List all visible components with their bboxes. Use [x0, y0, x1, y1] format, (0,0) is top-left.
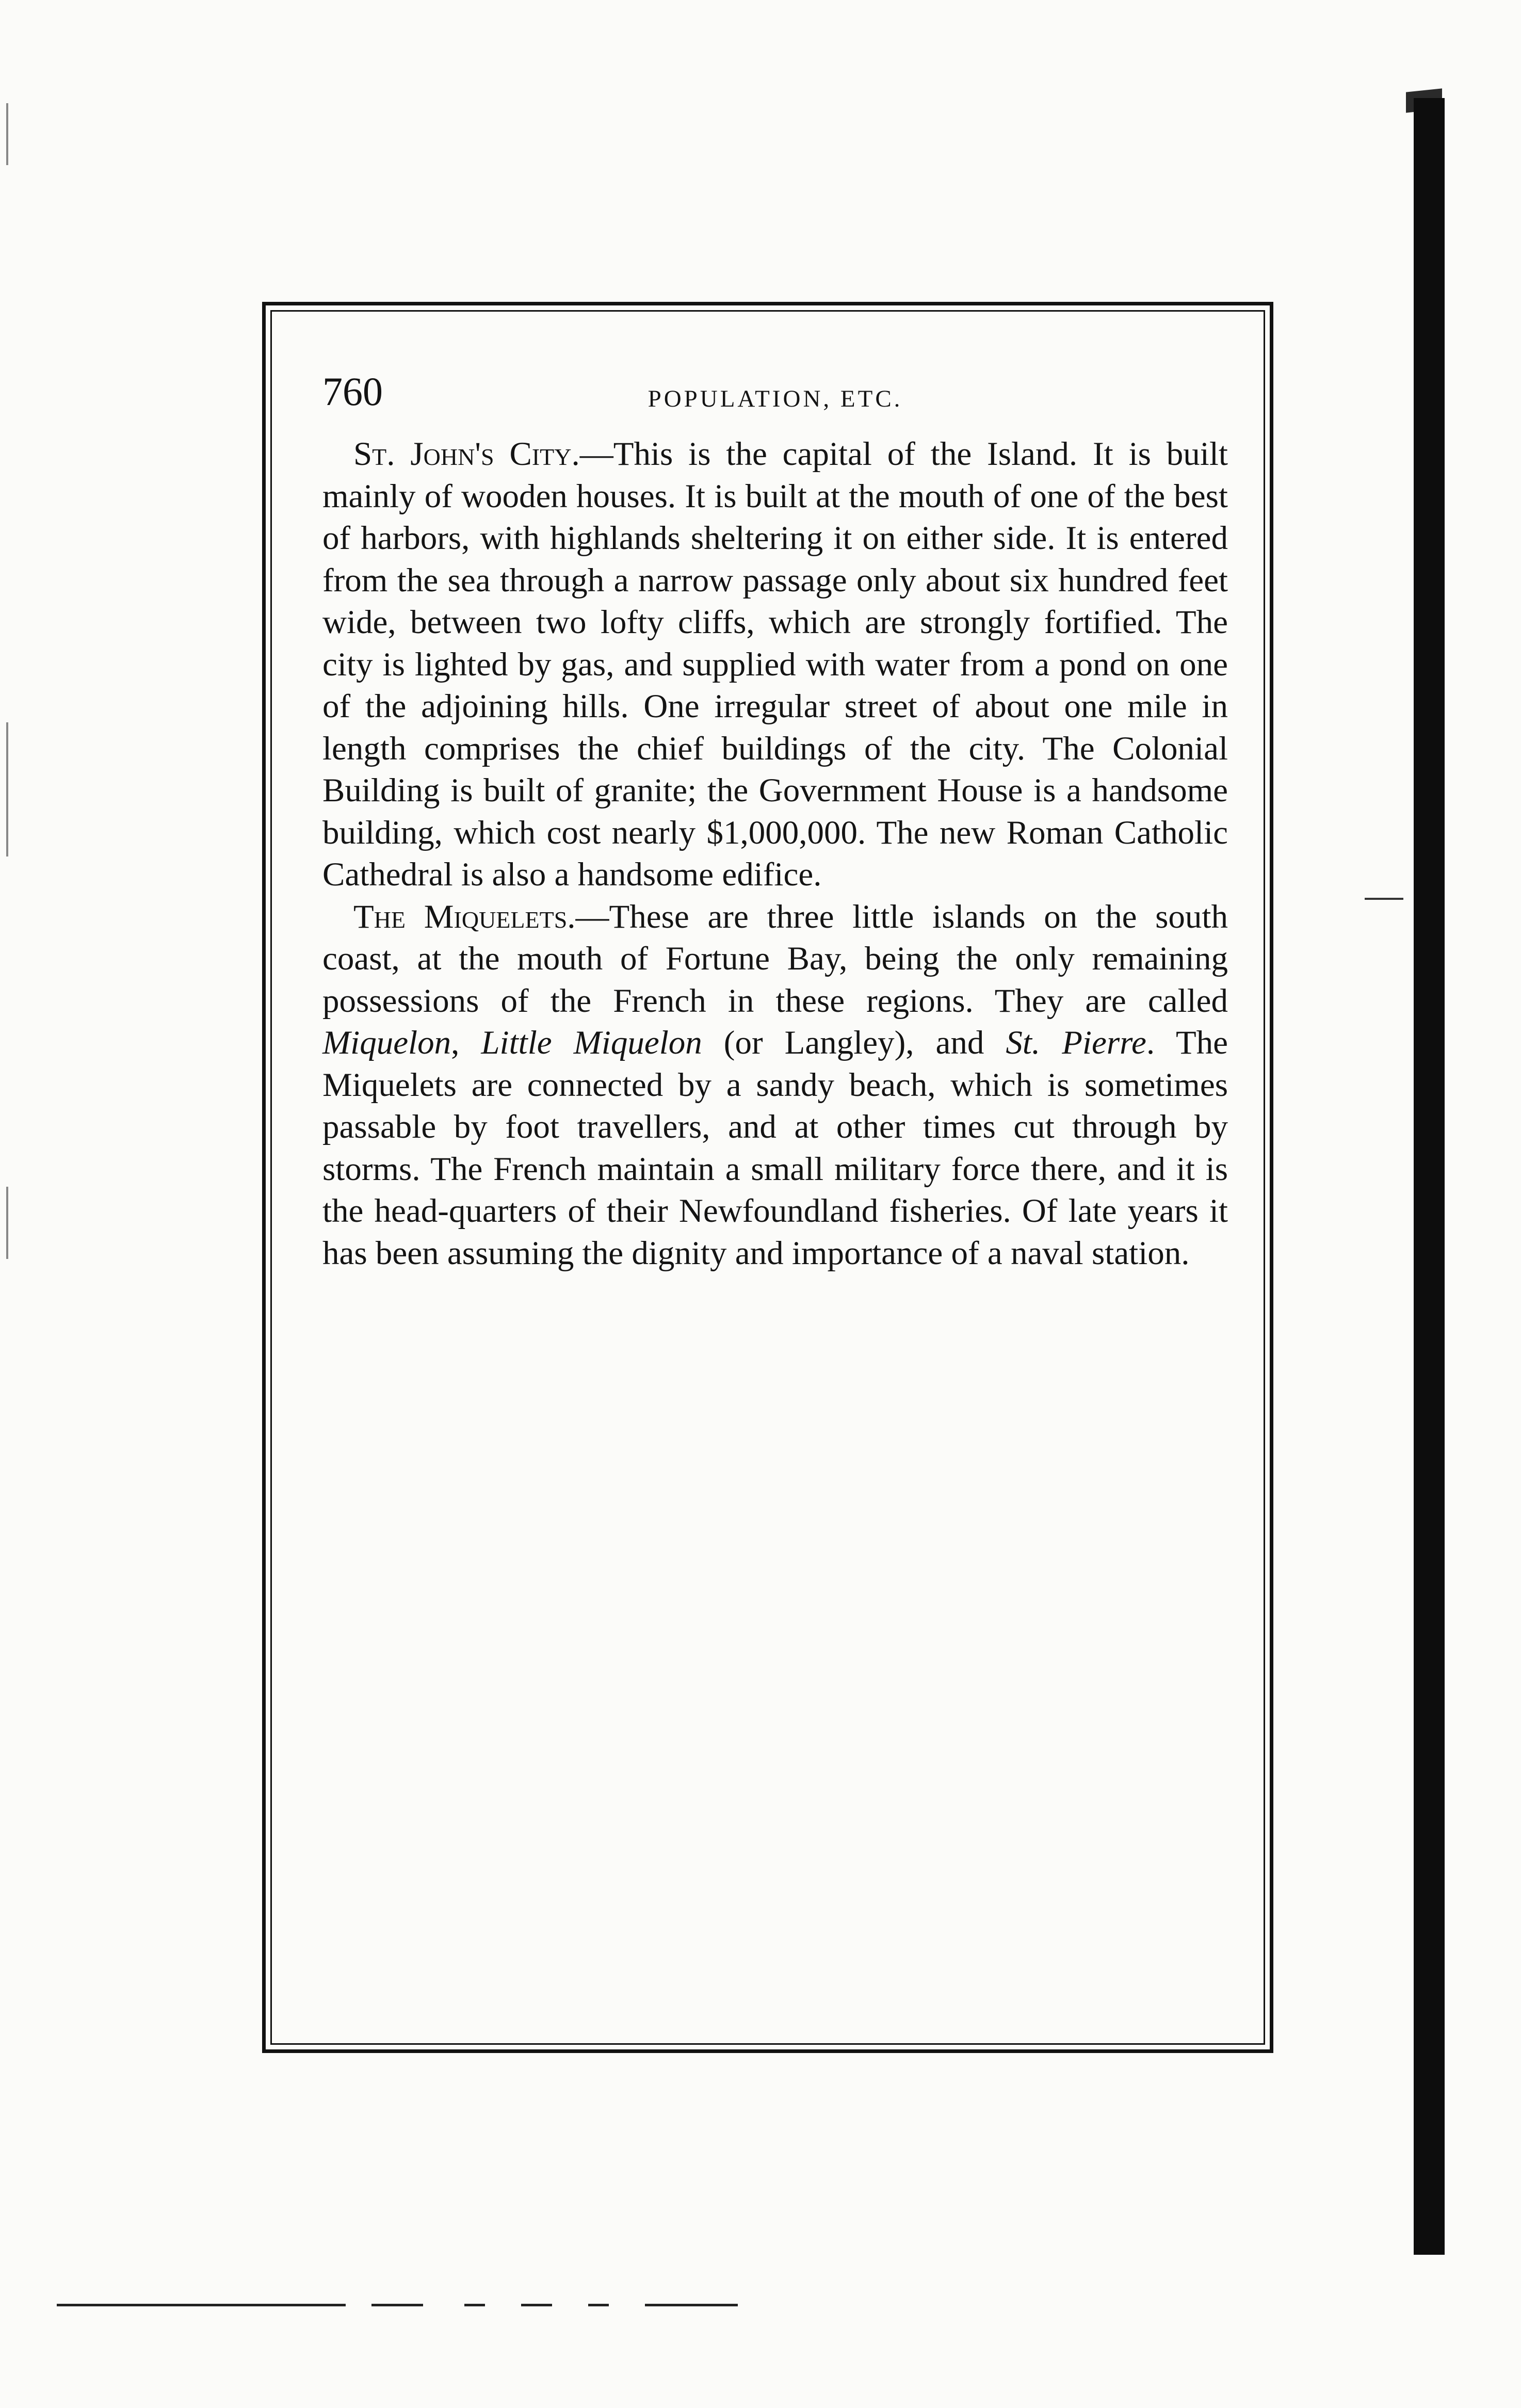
paragraph-text: —This is the capital of the Island. It is built mainly of wooden houses. It is built at the mouth of one of the best of harbors, with highlands sheltering it on either side. It is entered from the sea through a narrow passage only about six hundred feet wide, between two lofty cliffs, which are strongly fortified. The city is lighted by gas, and supplied with water from a pond on one of the adjoining hills. One irregular street of about one mile in length comprises the chief buildings of the city. The Colonial Building is built of granite; the Government House is a handsome building, which cost nearly $1,000,000. The new Roman Catholic Cathedral is also a handsome edifice. — [322, 435, 1228, 893]
scan-mark — [6, 1187, 8, 1259]
scan-mark — [1365, 898, 1403, 900]
page-number: 760 — [322, 369, 383, 414]
scan-rule — [588, 2304, 609, 2306]
italic-place-name: Little Miquelon — [481, 1024, 702, 1061]
scan-rule — [464, 2304, 485, 2306]
italic-place-name: Miquelon — [322, 1024, 451, 1061]
paragraph-text: —These are three little islands on the south coast, at the mouth of Fortune Bay, being the only remaining possessions of the French in these regions. They are called — [322, 898, 1228, 1020]
scan-rule — [57, 2304, 346, 2306]
paragraph-text: (or Langley), and — [702, 1024, 1006, 1061]
page-header — [322, 361, 1228, 433]
paragraph-text: , — [451, 1024, 481, 1061]
paragraph-text: . The Miquelets are connected by a sandy beach, which is sometimes passable by foot travellers, and at other times cut through by storms. The French maintain a small military force there, and it is the head-quarters of their Newfoundland fisheries. Of late years it has been assuming the dignity and importance of a naval station. — [322, 1024, 1228, 1272]
italic-place-name: St. Pierre — [1006, 1024, 1146, 1061]
scan-mark — [6, 103, 8, 165]
paragraph-heading: St. John's City. — [353, 435, 580, 473]
scan-mark — [6, 722, 8, 856]
running-head: POPULATION, ETC. — [648, 385, 903, 412]
page-content — [322, 361, 1228, 1274]
scan-rule — [645, 2304, 738, 2306]
scan-rule — [521, 2304, 552, 2306]
paragraph-heading: The Miquelets. — [353, 898, 576, 935]
paragraph-the-miquelets — [322, 896, 1228, 1275]
scan-rule — [371, 2304, 423, 2306]
binding-shadow — [1414, 98, 1445, 2255]
paragraph-st-johns-city — [322, 433, 1228, 896]
